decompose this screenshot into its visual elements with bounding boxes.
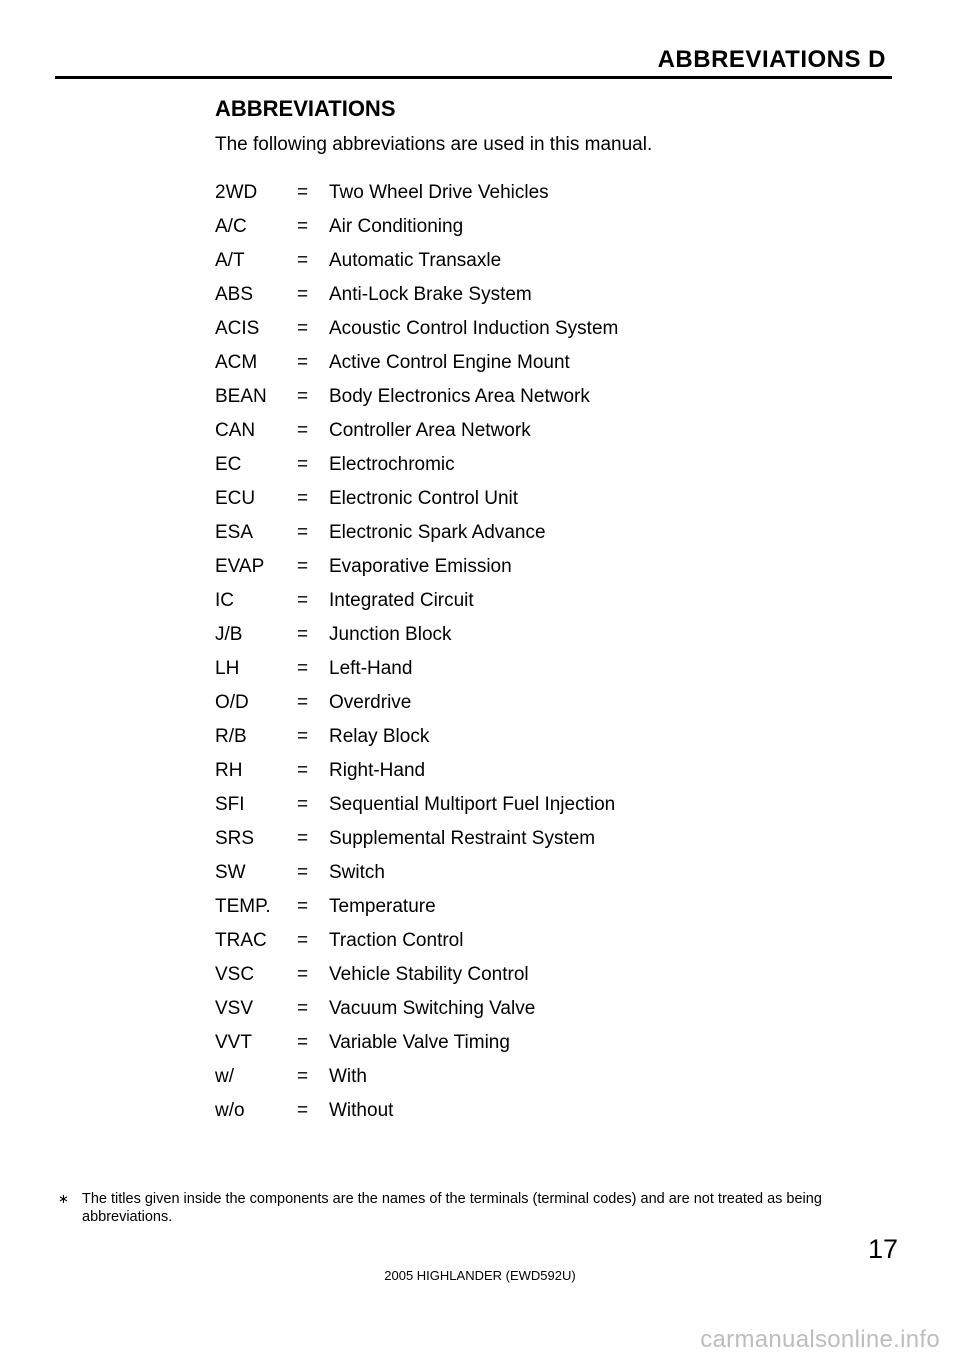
- abbreviation-equals: =: [297, 658, 309, 679]
- abbreviation-term: R/B: [215, 726, 247, 747]
- abbreviation-equals: =: [297, 318, 309, 339]
- abbreviation-equals: =: [297, 1066, 309, 1087]
- abbreviation-definition: Acoustic Control Induction System: [329, 318, 619, 339]
- abbreviation-equals: =: [297, 284, 309, 305]
- abbreviation-row: [215, 176, 855, 210]
- abbreviation-row: [215, 788, 855, 822]
- abbreviation-term: SFI: [215, 794, 245, 815]
- abbreviation-definition: Overdrive: [329, 692, 412, 713]
- abbreviation-definition: Left-Hand: [329, 658, 413, 679]
- abbreviation-term: SW: [215, 862, 246, 883]
- abbreviation-term: SRS: [215, 828, 255, 849]
- abbreviation-equals: =: [297, 386, 309, 407]
- abbreviation-definition: Sequential Multiport Fuel Injection: [329, 794, 616, 815]
- abbreviation-row: [215, 1060, 855, 1094]
- abbreviation-row: [215, 448, 855, 482]
- abbreviation-term: TEMP.: [215, 896, 271, 917]
- abbreviation-term: ACIS: [215, 318, 260, 339]
- abbreviation-definition: Temperature: [329, 896, 436, 917]
- page-number: 17: [867, 1234, 898, 1264]
- footnote-mark: ∗: [58, 1191, 69, 1206]
- abbreviation-row: [215, 1026, 855, 1060]
- abbreviation-row: [215, 958, 855, 992]
- abbreviation-term: A/T: [215, 250, 245, 271]
- abbreviation-term: CAN: [215, 420, 256, 441]
- abbreviation-row: [215, 312, 855, 346]
- abbreviation-definition: Variable Valve Timing: [329, 1032, 510, 1053]
- abbreviation-term: ABS: [215, 284, 254, 305]
- abbreviation-term: O/D: [215, 692, 249, 713]
- abbreviation-term: LH: [215, 658, 240, 679]
- footer-model: 2005 HIGHLANDER (EWD592U): [384, 1268, 576, 1283]
- abbreviation-term: w/o: [215, 1100, 245, 1121]
- abbreviation-term: ACM: [215, 352, 258, 373]
- abbreviation-row: [215, 346, 855, 380]
- abbreviation-term: VVT: [215, 1032, 252, 1053]
- section-heading: ABBREVIATIONS: [215, 96, 396, 121]
- abbreviation-equals: =: [297, 760, 309, 781]
- abbreviation-term: TRAC: [215, 930, 267, 951]
- abbreviation-equals: =: [297, 862, 309, 883]
- abbreviation-equals: =: [297, 590, 309, 611]
- abbreviation-equals: =: [297, 182, 309, 203]
- abbreviation-definition: Electrochromic: [329, 454, 455, 475]
- abbreviation-equals: =: [297, 998, 309, 1019]
- footnote: [58, 1190, 898, 1226]
- abbreviation-term: A/C: [215, 216, 247, 237]
- abbreviation-equals: =: [297, 964, 309, 985]
- abbreviation-row: [215, 380, 855, 414]
- abbreviation-row: [215, 720, 855, 754]
- abbreviation-definition: Vehicle Stability Control: [329, 964, 529, 985]
- abbreviation-definition: With: [329, 1066, 367, 1087]
- abbreviation-equals: =: [297, 896, 309, 917]
- abbreviation-row: [215, 890, 855, 924]
- abbreviation-definition: Vacuum Switching Valve: [329, 998, 536, 1019]
- abbreviation-definition: Electronic Control Unit: [329, 488, 519, 509]
- abbreviation-row: [215, 278, 855, 312]
- abbreviation-equals: =: [297, 726, 309, 747]
- abbreviation-row: [215, 822, 855, 856]
- running-header-title: ABBREVIATIONS D: [657, 46, 886, 73]
- abbreviation-equals: =: [297, 250, 309, 271]
- footnote-text: The titles given inside the components are the names of the terminals (terminal codes) and are not treated as being abbreviations.: [82, 1191, 822, 1225]
- watermark: carmanualsonline.info: [700, 1326, 940, 1353]
- abbreviation-equals: =: [297, 216, 309, 237]
- abbreviation-row: [215, 652, 855, 686]
- abbreviation-row: [215, 1094, 855, 1128]
- abbreviation-equals: =: [297, 556, 309, 577]
- abbreviation-equals: =: [297, 522, 309, 543]
- intro-text: The following abbreviations are used in this manual.: [215, 134, 653, 155]
- abbreviation-definition: Controller Area Network: [329, 420, 531, 441]
- abbreviation-term: RH: [215, 760, 243, 781]
- abbreviation-definition: Without: [329, 1100, 394, 1121]
- abbreviation-definition: Active Control Engine Mount: [329, 352, 570, 373]
- abbreviation-definition: Junction Block: [329, 624, 452, 645]
- abbreviation-row: [215, 414, 855, 448]
- abbreviation-definition: Automatic Transaxle: [329, 250, 502, 271]
- abbreviation-row: [215, 686, 855, 720]
- abbreviation-row: [215, 856, 855, 890]
- abbreviation-term: VSC: [215, 964, 255, 985]
- abbreviation-term: VSV: [215, 998, 254, 1019]
- abbreviation-equals: =: [297, 454, 309, 475]
- abbreviation-term: IC: [215, 590, 234, 611]
- abbreviation-row: [215, 584, 855, 618]
- abbreviation-row: [215, 924, 855, 958]
- abbreviation-row: [215, 618, 855, 652]
- abbreviation-definition: Anti-Lock Brake System: [329, 284, 532, 305]
- abbreviation-term: ECU: [215, 488, 256, 509]
- abbreviation-term: 2WD: [215, 182, 258, 203]
- abbreviation-equals: =: [297, 1032, 309, 1053]
- abbreviation-term: ESA: [215, 522, 254, 543]
- abbreviation-definition: Air Conditioning: [329, 216, 464, 237]
- abbreviation-equals: =: [297, 1100, 309, 1121]
- abbreviation-row: [215, 992, 855, 1026]
- abbreviation-equals: =: [297, 930, 309, 951]
- abbreviation-row: [215, 244, 855, 278]
- abbreviation-equals: =: [297, 420, 309, 441]
- abbreviation-row: [215, 210, 855, 244]
- abbreviation-equals: =: [297, 794, 309, 815]
- abbreviation-definition: Electronic Spark Advance: [329, 522, 546, 543]
- abbreviation-definition: Evaporative Emission: [329, 556, 512, 577]
- abbreviation-term: EVAP: [215, 556, 265, 577]
- abbreviation-definition: Switch: [329, 862, 385, 883]
- abbreviation-row: [215, 516, 855, 550]
- abbreviation-term: J/B: [215, 624, 243, 645]
- abbreviation-list: [215, 176, 855, 1128]
- abbreviation-definition: Relay Block: [329, 726, 430, 747]
- abbreviation-row: [215, 482, 855, 516]
- abbreviation-equals: =: [297, 352, 309, 373]
- abbreviation-definition: Two Wheel Drive Vehicles: [329, 182, 549, 203]
- abbreviation-row: [215, 550, 855, 584]
- abbreviation-term: BEAN: [215, 386, 267, 407]
- abbreviation-equals: =: [297, 488, 309, 509]
- abbreviation-term: EC: [215, 454, 242, 475]
- header-rule: [55, 76, 892, 79]
- abbreviation-definition: Integrated Circuit: [329, 590, 474, 611]
- abbreviation-row: [215, 754, 855, 788]
- abbreviation-definition: Right-Hand: [329, 760, 426, 781]
- abbreviation-definition: Supplemental Restraint System: [329, 828, 596, 849]
- abbreviation-equals: =: [297, 692, 309, 713]
- abbreviation-equals: =: [297, 624, 309, 645]
- abbreviation-term: w/: [215, 1066, 234, 1087]
- abbreviation-equals: =: [297, 828, 309, 849]
- abbreviation-definition: Body Electronics Area Network: [329, 386, 590, 407]
- abbreviation-definition: Traction Control: [329, 930, 464, 951]
